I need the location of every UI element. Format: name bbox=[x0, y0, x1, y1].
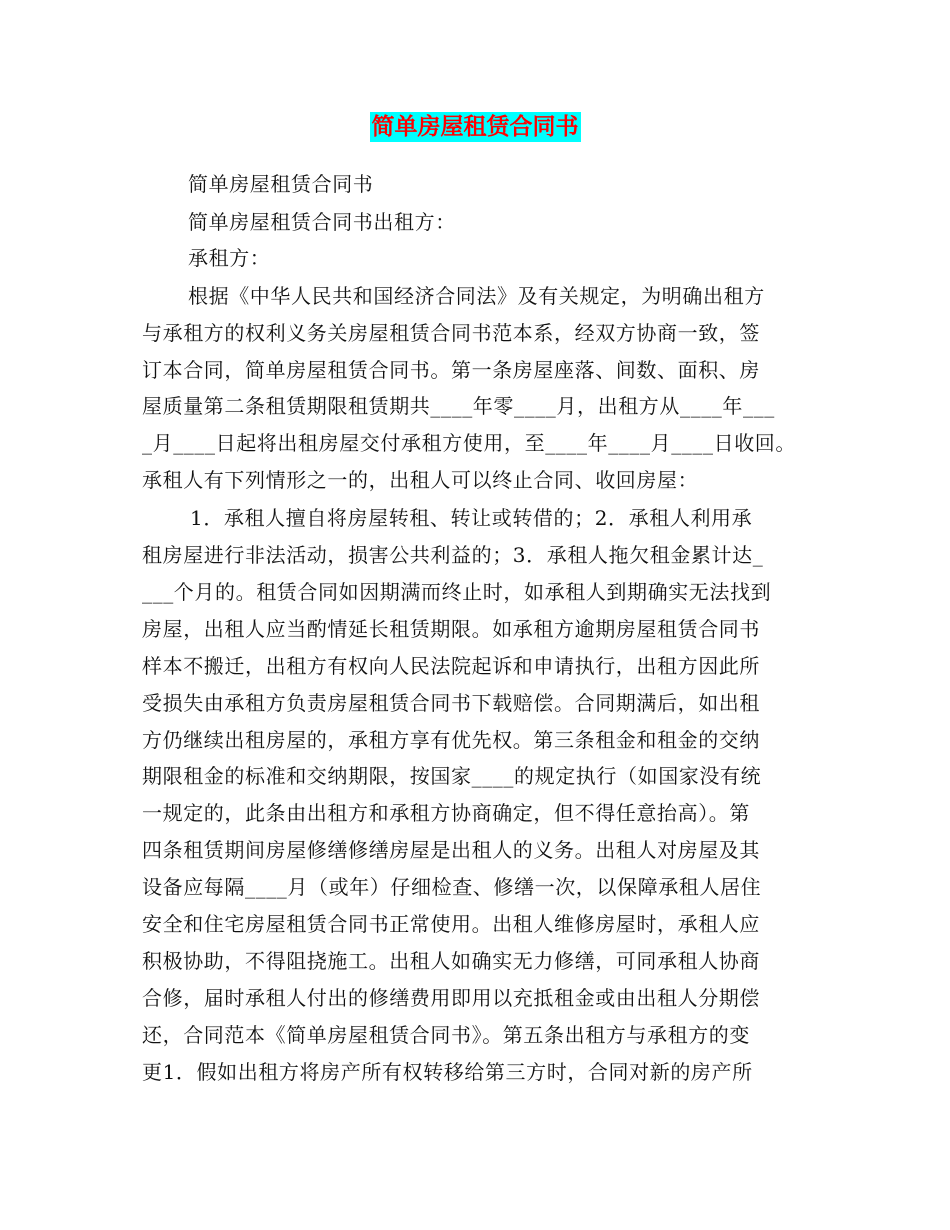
text-line: 房屋，出租人应当酌情延长租赁期限。如承租方逾期房屋租赁合同书 bbox=[142, 617, 760, 641]
text-line: 设备应每隔____月（或年）仔细检查、修缮一次，以保障承租人居住 bbox=[142, 875, 762, 899]
text-line: 订本合同，简单房屋租赁合同书。第一条房屋座落、间数、面积、房 bbox=[142, 358, 760, 382]
text-line: 合修，届时承租人付出的修缮费用即用以充抵租金或由出租人分期偿 bbox=[142, 986, 760, 1010]
text-line: 承租方： bbox=[188, 246, 271, 270]
text-line: _月____日起将出租房屋交付承租方使用，至____年____月____日收回。 bbox=[142, 431, 796, 455]
text-line: 更1．假如出租方将房产所有权转移给第三方时，合同对新的房产所 bbox=[142, 1060, 753, 1084]
text-line: 简单房屋租赁合同书 bbox=[188, 172, 374, 196]
text-line: 承租人有下列情形之一的，出租人可以终止合同、收回房屋： bbox=[142, 468, 699, 492]
text-line: 受损失由承租方负责房屋租赁合同书下载赔偿。合同期满后，如出租 bbox=[142, 691, 760, 715]
text-line: 四条租赁期间房屋修缮修缮房屋是出租人的义务。出租人对房屋及其 bbox=[142, 838, 760, 862]
text-line: 根据《中华人民共和国经济合同法》及有关规定，为明确出租方 bbox=[188, 284, 765, 308]
text-line: 还，合同范本《简单房屋租赁合同书》。第五条出租方与承租方的变 bbox=[142, 1023, 750, 1047]
text-line: 与承租方的权利义务关房屋租赁合同书范本系，经双方协商一致，签 bbox=[142, 321, 760, 345]
text-line: 期限租金的标准和交纳期限，按国家____的规定执行（如国家没有统 bbox=[142, 764, 762, 788]
text-line: 1．承租人擅自将房屋转租、转让或转借的；2．承租人利用承 bbox=[190, 506, 753, 530]
text-line: 租房屋进行非法活动，损害公共利益的；3．承租人拖欠租金累计达_ bbox=[142, 543, 764, 567]
text-line: 样本不搬迁，出租方有权向人民法院起诉和申请执行，出租方因此所 bbox=[142, 654, 760, 678]
text-line: ___个月的。租赁合同如因期满而终止时，如承租人到期确实无法找到 bbox=[142, 580, 772, 604]
text-line: 屋质量第二条租赁期限租赁期共____年零____月，出租方从____年___ bbox=[142, 394, 775, 418]
text-line: 方仍继续出租房屋的，承租方享有优先权。第三条租金和租金的交纳 bbox=[142, 728, 760, 752]
text-line: 一规定的，此条由出租方和承租方协商确定，但不得任意抬高）。第 bbox=[142, 801, 750, 825]
document-title: 简单房屋租赁合同书 bbox=[371, 114, 579, 140]
text-line: 安全和住宅房屋租赁合同书正常使用。出租人维修房屋时，承租人应 bbox=[142, 912, 760, 936]
text-line: 积极协助，不得阻挠施工。出租人如确实无力修缮，可同承租人协商 bbox=[142, 949, 760, 973]
text-line: 简单房屋租赁合同书出租方： bbox=[188, 210, 456, 234]
title-wrap bbox=[0, 112, 950, 142]
